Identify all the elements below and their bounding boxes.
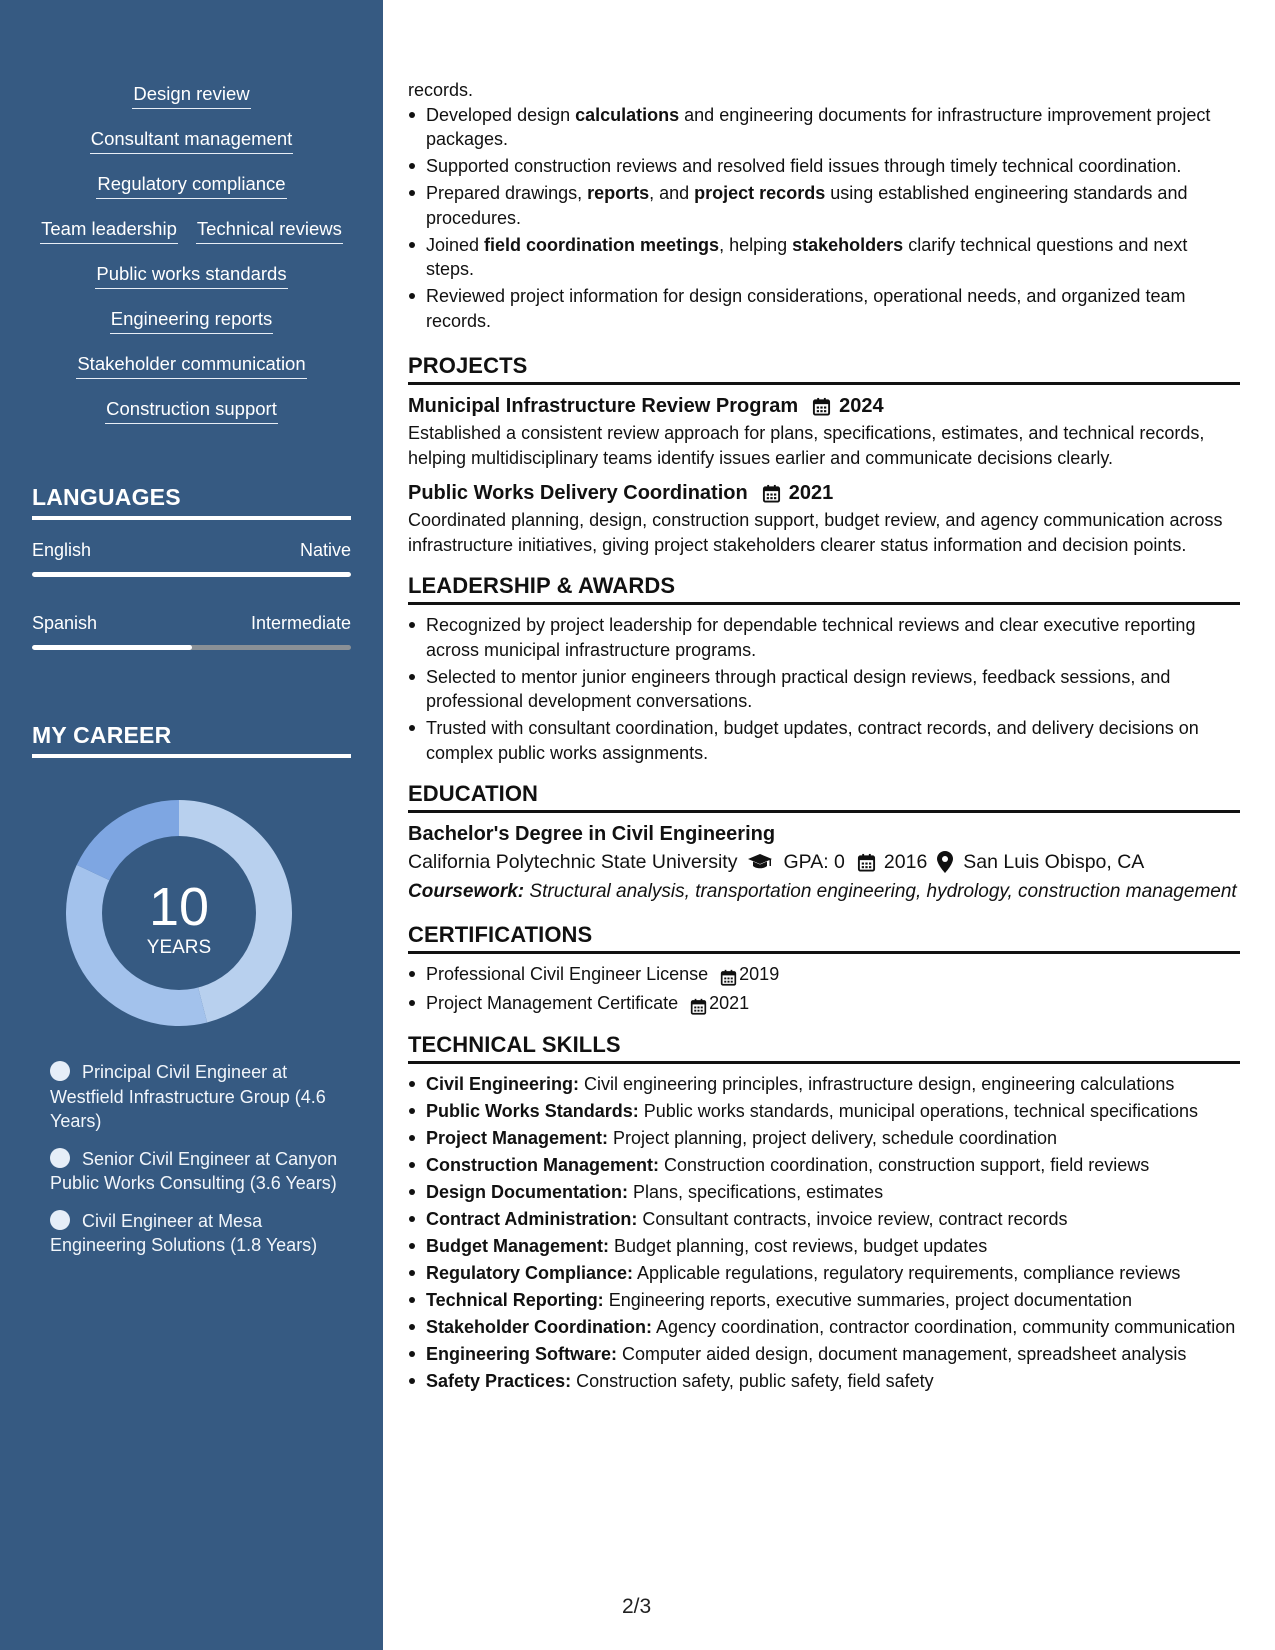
bullet-text: Joined xyxy=(426,234,485,255)
technical-skill-item xyxy=(426,1072,1240,1097)
technical-skill-item xyxy=(426,1369,1240,1394)
certification-item xyxy=(426,962,1240,989)
technical-skill-item xyxy=(426,1099,1240,1124)
experience-bullet xyxy=(426,154,1240,179)
calendar-icon xyxy=(857,853,876,872)
skill-tag-row xyxy=(0,127,383,172)
technical-skill-value: Construction safety, public safety, field safety xyxy=(571,1370,934,1391)
experience-bullet xyxy=(426,181,1240,230)
skill-tag: Regulatory compliance xyxy=(96,172,286,199)
career-list xyxy=(50,1060,340,1271)
technical-skill-item xyxy=(426,1288,1240,1313)
education-entry xyxy=(408,821,1240,904)
skill-tag: Consultant management xyxy=(90,127,294,154)
language-name: English xyxy=(32,540,92,560)
technical-skill-item xyxy=(426,1207,1240,1232)
graduation-cap-icon xyxy=(747,853,773,871)
bold-keyword: calculations xyxy=(575,104,680,125)
bold-keyword: stakeholders xyxy=(792,234,904,255)
career-item xyxy=(50,1209,340,1258)
language-name: Spanish xyxy=(32,613,98,633)
technical-skills-heading: TECHNICAL SKILLS xyxy=(408,1032,1240,1064)
project-year-group xyxy=(758,480,834,506)
career-legend-dot xyxy=(50,1148,70,1168)
location-pin-icon xyxy=(937,851,953,873)
certification-year: 2019 xyxy=(739,964,780,984)
calendar-icon xyxy=(690,993,707,1018)
technical-skill-value: Budget planning, cost reviews, budget updates xyxy=(609,1235,988,1256)
experience-bullet xyxy=(426,103,1240,152)
technical-skill-label: Design Documentation: xyxy=(426,1181,629,1202)
projects-heading: PROJECTS xyxy=(408,353,1240,385)
project-title: Municipal Infrastructure Review Program xyxy=(408,395,799,417)
certification-year: 2021 xyxy=(709,993,750,1013)
bullet-text: , and xyxy=(649,183,695,203)
language-proficiency-fill xyxy=(32,645,192,650)
coursework xyxy=(408,879,1240,904)
career-total-number: 10 xyxy=(148,877,210,937)
education-year: 2016 xyxy=(883,851,928,873)
certification-item xyxy=(426,991,1240,1018)
certification-name: Project Management Certificate xyxy=(426,993,679,1013)
leadership-heading: LEADERSHIP & AWARDS xyxy=(408,573,1240,605)
skill-tag-row xyxy=(0,262,383,307)
skill-tag: Construction support xyxy=(105,397,278,424)
skill-tag-row xyxy=(0,397,383,442)
project-entry xyxy=(408,393,1240,470)
education-school: California Polytechnic State University xyxy=(408,851,738,873)
technical-skill-item xyxy=(426,1342,1240,1367)
skill-tag: Public works standards xyxy=(95,262,287,289)
technical-skill-value: Agency coordination, contractor coordination, community communication xyxy=(652,1316,1236,1337)
projects-list xyxy=(408,393,1240,557)
technical-skill-value: Computer aided design, document management, spreadsheet analysis xyxy=(617,1343,1187,1364)
skill-tag: Technical reviews xyxy=(196,217,343,244)
technical-skill-label: Stakeholder Coordination: xyxy=(426,1316,653,1337)
language-item xyxy=(32,540,351,577)
technical-skill-value: Applicable regulations, regulatory requirements, compliance reviews xyxy=(633,1262,1181,1283)
bullet-text: clarify technical questions and next steps. xyxy=(426,234,1188,279)
project-year-group xyxy=(808,393,884,419)
skill-tags xyxy=(0,82,383,442)
bullet-text: Developed design xyxy=(426,104,576,125)
skill-tag: Team leadership xyxy=(40,217,178,244)
language-level: Intermediate xyxy=(250,613,351,633)
technical-skill-label: Construction Management: xyxy=(426,1154,660,1175)
language-proficiency-bar xyxy=(32,572,351,577)
skill-tag-row xyxy=(0,172,383,217)
bold-keyword: reports xyxy=(587,183,650,203)
experience-continuation: records. xyxy=(408,80,474,100)
career-legend-dot xyxy=(50,1210,70,1230)
career-item-text: Senior Civil Engineer at Canyon Public Works Consulting (3.6 Years) xyxy=(50,1148,338,1193)
education-heading: EDUCATION xyxy=(408,781,1240,813)
language-item xyxy=(32,613,351,650)
bold-keyword: project records xyxy=(694,183,826,203)
skill-tag-row xyxy=(0,82,383,127)
career-item-text: Principal Civil Engineer at Westfield Infrastructure Group (4.6 Years) xyxy=(50,1062,326,1131)
project-description: Established a consistent review approach for plans, specifications, estimates, and technical records, helping multidisciplinary teams identify issues earlier and communicate decisions clearly. xyxy=(408,423,1205,468)
skill-tag-row xyxy=(0,217,383,262)
coursework-text: Structural analysis, transportation engineering, hydrology, construction management xyxy=(524,881,1237,902)
technical-skill-value: Project planning, project delivery, schedule coordination xyxy=(608,1127,1057,1148)
education-details xyxy=(408,847,1240,877)
career-item xyxy=(50,1060,340,1134)
project-year: 2024 xyxy=(839,395,884,417)
career-total-unit: YEARS xyxy=(146,937,212,958)
language-row xyxy=(32,613,351,634)
technical-skill-item xyxy=(426,1153,1240,1178)
technical-skill-item xyxy=(426,1180,1240,1205)
bullet-text: Prepared drawings, xyxy=(426,183,588,203)
language-level: Native xyxy=(299,540,351,560)
calendar-icon xyxy=(812,397,831,416)
language-proficiency-bar xyxy=(32,645,351,650)
technical-skill-value: Civil engineering principles, infrastructure design, engineering calculations xyxy=(579,1073,1175,1094)
technical-skill-label: Civil Engineering: xyxy=(426,1073,580,1094)
bullet-text: , helping xyxy=(719,234,793,255)
technical-skill-item xyxy=(426,1126,1240,1151)
skill-tag-row xyxy=(0,352,383,397)
technical-skill-item xyxy=(426,1234,1240,1259)
leadership-item: Selected to mentor junior engineers through practical design reviews, feedback sessions, and professional development conversations. xyxy=(426,665,1240,714)
sidebar xyxy=(0,0,383,1650)
experience-bullet xyxy=(426,284,1240,333)
bullet-text: Supported construction reviews and resolved field issues through timely technical coordination. xyxy=(426,156,1182,176)
career-item-text: Civil Engineer at Mesa Engineering Solutions (1.8 Years) xyxy=(50,1210,318,1255)
technical-skill-label: Budget Management: xyxy=(426,1235,610,1256)
bullet-text: using established engineering standards and procedures. xyxy=(426,183,1188,228)
experience-bullets xyxy=(408,103,1240,334)
project-entry xyxy=(408,480,1240,557)
experience-bullet xyxy=(426,233,1240,282)
technical-skill-item xyxy=(426,1315,1240,1340)
career-heading: MY CAREER xyxy=(32,722,351,758)
bold-keyword: field coordination meetings xyxy=(484,234,720,255)
career-legend-dot xyxy=(50,1061,70,1081)
technical-skill-label: Engineering Software: xyxy=(426,1343,618,1364)
certifications-heading: CERTIFICATIONS xyxy=(408,922,1240,954)
leadership-list xyxy=(408,613,1240,765)
technical-skill-value: Public works standards, municipal operations, technical specifications xyxy=(638,1100,1198,1121)
technical-skill-label: Contract Administration: xyxy=(426,1208,638,1229)
languages-section xyxy=(32,484,351,650)
leadership-item: Trusted with consultant coordination, budget updates, contract records, and delivery decisions on complex public works assignments. xyxy=(426,716,1240,765)
calendar-icon xyxy=(762,484,781,503)
skill-tag: Design review xyxy=(132,82,250,109)
technical-skill-value: Engineering reports, executive summaries, project documentation xyxy=(603,1289,1132,1310)
skill-tag: Engineering reports xyxy=(110,307,273,334)
education-location: San Luis Obispo, CA xyxy=(963,851,1145,873)
leadership-item: Recognized by project leadership for dependable technical reviews and clear executive reporting across municipal infrastructure programs. xyxy=(426,613,1240,662)
technical-skill-label: Project Management: xyxy=(426,1127,609,1148)
project-title: Public Works Delivery Coordination xyxy=(408,482,748,504)
technical-skills-list xyxy=(408,1072,1240,1394)
calendar-icon xyxy=(720,964,737,989)
page-number-text: 2/3 xyxy=(622,1595,652,1618)
coursework-label: Coursework: xyxy=(408,881,525,902)
technical-skill-value: Plans, specifications, estimates xyxy=(628,1181,884,1202)
skill-tag: Stakeholder communication xyxy=(76,352,306,379)
project-title-row xyxy=(408,393,1240,419)
project-description: Coordinated planning, design, construction support, budget review, and agency communication across infrastructure initiatives, giving project stakeholders clearer status information and decision points. xyxy=(408,510,1223,555)
language-row xyxy=(32,540,351,561)
career-donut-chart xyxy=(66,800,292,1026)
career-section xyxy=(32,722,351,758)
main-content xyxy=(408,78,1240,1396)
project-title-row xyxy=(408,480,1240,506)
technical-skill-label: Safety Practices: xyxy=(426,1370,572,1391)
education-gpa: GPA: 0 xyxy=(783,851,845,873)
skill-tag-row xyxy=(0,307,383,352)
project-year: 2021 xyxy=(788,482,834,504)
technical-skill-value: Construction coordination, construction support, field reviews xyxy=(659,1154,1150,1175)
certification-name: Professional Civil Engineer License xyxy=(426,964,709,984)
bullet-text: and engineering documents for infrastructure improvement project packages. xyxy=(426,104,1211,149)
technical-skill-label: Public Works Standards: xyxy=(426,1100,639,1121)
technical-skill-label: Technical Reporting: xyxy=(426,1289,604,1310)
career-item xyxy=(50,1147,340,1196)
technical-skill-item xyxy=(426,1261,1240,1286)
technical-skill-label: Regulatory Compliance: xyxy=(426,1262,634,1283)
languages-heading: LANGUAGES xyxy=(32,484,351,520)
education-degree: Bachelor's Degree in Civil Engineering xyxy=(408,823,776,845)
certifications-list xyxy=(408,962,1240,1018)
bullet-text: Reviewed project information for design considerations, operational needs, and organized team records. xyxy=(426,286,1186,331)
language-proficiency-fill xyxy=(32,572,351,577)
technical-skill-value: Consultant contracts, invoice review, contract records xyxy=(637,1208,1068,1229)
